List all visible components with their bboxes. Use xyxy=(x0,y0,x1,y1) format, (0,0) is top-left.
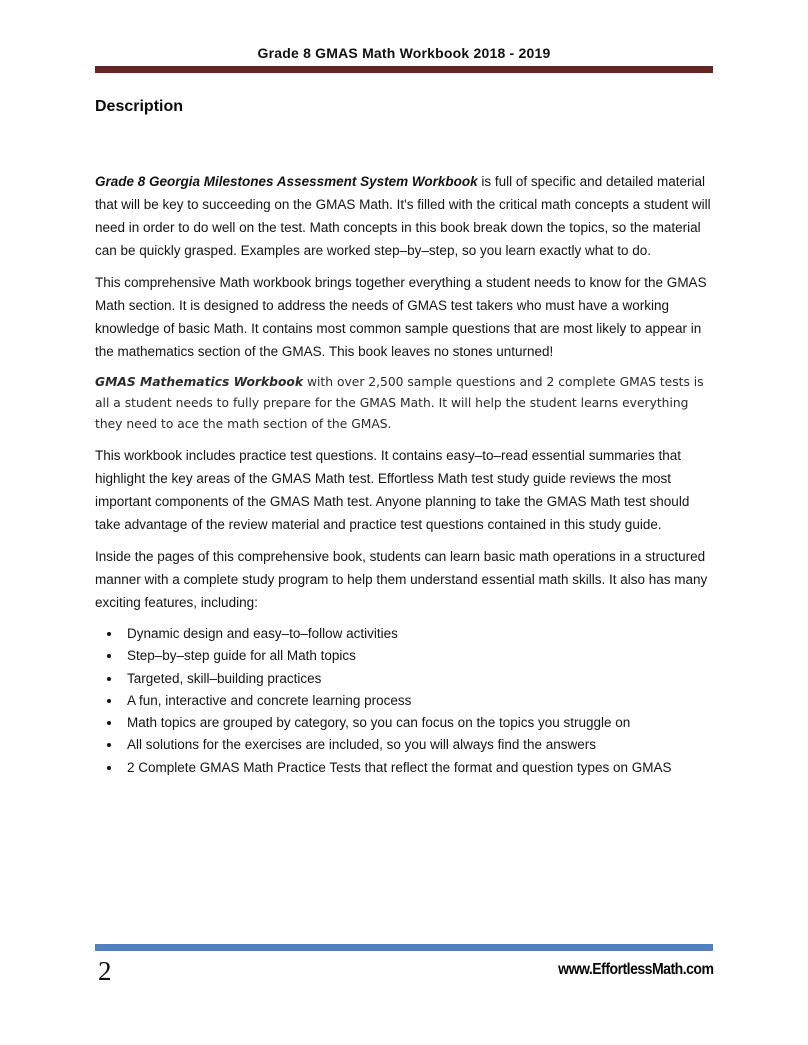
paragraph-text: Inside the pages of this comprehensive book, students can learn basic math operations in a structured manner with a complete study program to help them understand essential math skills. It also has many exciting features, including: xyxy=(95,549,708,610)
list-item: • Step–by–step guide for all Math topics xyxy=(122,645,713,667)
list-item: • Targeted, skill–building practices xyxy=(122,668,713,690)
header-title: Grade 8 GMAS Math Workbook 2018 - 2019 xyxy=(257,45,551,61)
paragraph xyxy=(95,444,713,536)
page-footer xyxy=(95,944,713,985)
paragraph xyxy=(95,545,713,614)
paragraph-lead: GMAS Mathematics Workbook xyxy=(95,375,304,389)
list-item: • All solutions for the exercises are included, so you will always find the answers xyxy=(122,734,713,756)
paragraph xyxy=(95,372,713,435)
footer-rule xyxy=(95,944,713,951)
paragraph-text: with over 2,500 sample questions and 2 complete GMAS tests is all a student needs to fully prepare for the GMAS Math. It will help the student learns everything they need to ace the math section of the GMAS. xyxy=(95,375,704,431)
page-header xyxy=(95,0,713,73)
paragraph xyxy=(95,170,713,262)
list-item: • 2 Complete GMAS Math Practice Tests that reflect the format and question types on GMAS xyxy=(122,757,713,779)
website-url: www.EffortlessMath.com xyxy=(557,961,713,978)
list-item: • A fun, interactive and concrete learning process xyxy=(122,690,713,712)
list-item: • Dynamic design and easy–to–follow activities xyxy=(122,623,713,645)
paragraph-text: is full of specific and detailed material that will be key to succeeding on the GMAS Math. It's filled with the critical math concepts a student will need in order to do well on the test. Math concepts in this book break down the topics, so the material can be quickly grasped. Examples are worked step–by–step, so you learn exactly what to do. xyxy=(95,174,711,258)
paragraph-text: This workbook includes practice test questions. It contains easy–to–read essential summaries that highlight the key areas of the GMAS Math test. Effortless Math test study guide reviews the most important components of the GMAS Math test. Anyone planning to take the GMAS Math test should take advantage of the review material and practice test questions contained in this study guide. xyxy=(95,448,690,532)
features-list xyxy=(95,623,713,779)
paragraph-text: This comprehensive Math workbook brings together everything a student needs to know for the GMAS Math section. It is designed to address the needs of GMAS test takers who must have a working knowledge of basic Math. It contains most common sample questions that are most likely to appear in the mathematics section of the GMAS. This book leaves no stones unturned! xyxy=(95,275,707,359)
body-content xyxy=(95,170,713,779)
list-item: • Math topics are grouped by category, so you can focus on the topics you struggle on xyxy=(122,712,713,734)
header-rule xyxy=(95,66,713,73)
section-heading: Description xyxy=(95,98,184,115)
paragraph xyxy=(95,271,713,363)
page-number: 2 xyxy=(98,956,112,986)
paragraph-lead: Grade 8 Georgia Milestones Assessment System Workbook xyxy=(95,174,478,189)
footer-row xyxy=(95,958,713,985)
